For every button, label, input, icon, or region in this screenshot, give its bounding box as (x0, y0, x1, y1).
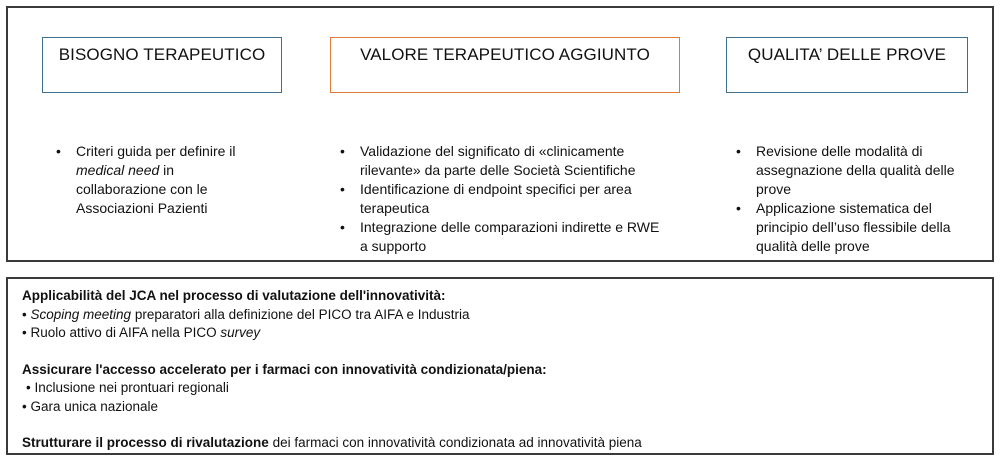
header-bisogno-label: BISOGNO TERAPEUTICO (58, 45, 266, 64)
header-valore-label: VALORE TERAPEUTICO AGGIUNTO (360, 45, 650, 64)
section-jca-title: Applicabilità del JCA nel processo di valutazione dell'innovatività: (22, 288, 446, 303)
column-qualita (736, 142, 968, 256)
section-accesso-title: Assicurare l'accesso accelerato per i farmaci con innovatività condizionata/piena: (22, 361, 547, 377)
section-jca (22, 287, 972, 343)
column-valore (340, 142, 670, 256)
list-item: • Ruolo attivo di AIFA nella PICO survey (22, 325, 261, 340)
qualita-list (736, 142, 968, 256)
list-item: • Identificazione di endpoint specifici per area terapeutica (340, 180, 670, 218)
section-rivalutazione (22, 434, 972, 453)
header-valore-terapeutico (330, 37, 680, 93)
bisogno-list (56, 142, 266, 218)
header-bisogno-terapeutico (42, 37, 282, 93)
list-item: • Scoping meeting preparatori alla definizione del PICO tra AIFA e Industria (22, 306, 470, 322)
header-qualita-label: QUALITA’ DELLE PROVE (747, 45, 947, 64)
list-item: • Revisione delle modalità di assegnazione della qualità delle prove (736, 142, 968, 199)
bottom-content (22, 287, 972, 471)
header-qualita-prove (726, 37, 968, 93)
section-rivalutazione-text: dei farmaci con innovatività condizionata ad innovatività piena (268, 435, 642, 450)
section-accesso (22, 361, 972, 417)
valore-list (340, 142, 670, 256)
column-bisogno (56, 142, 266, 218)
list-item: • Applicazione sistematica del principio dell’uso flessibile della qualità delle prove (736, 199, 968, 256)
list-item: • Criteri guida per definire il medical need in collaborazione con le Associazioni Pazienti (56, 142, 266, 218)
section-rivalutazione-title: Strutturare il processo di rivalutazione (22, 435, 269, 450)
list-item: • Inclusione nei prontuari regionali (26, 380, 229, 395)
list-item: • Validazione del significato di «clinicamente rilevante» da parte delle Società Scientifiche (340, 142, 670, 180)
list-item: • Integrazione delle comparazioni indirette e RWE a supporto (340, 218, 670, 256)
list-item: • Gara unica nazionale (22, 398, 159, 414)
